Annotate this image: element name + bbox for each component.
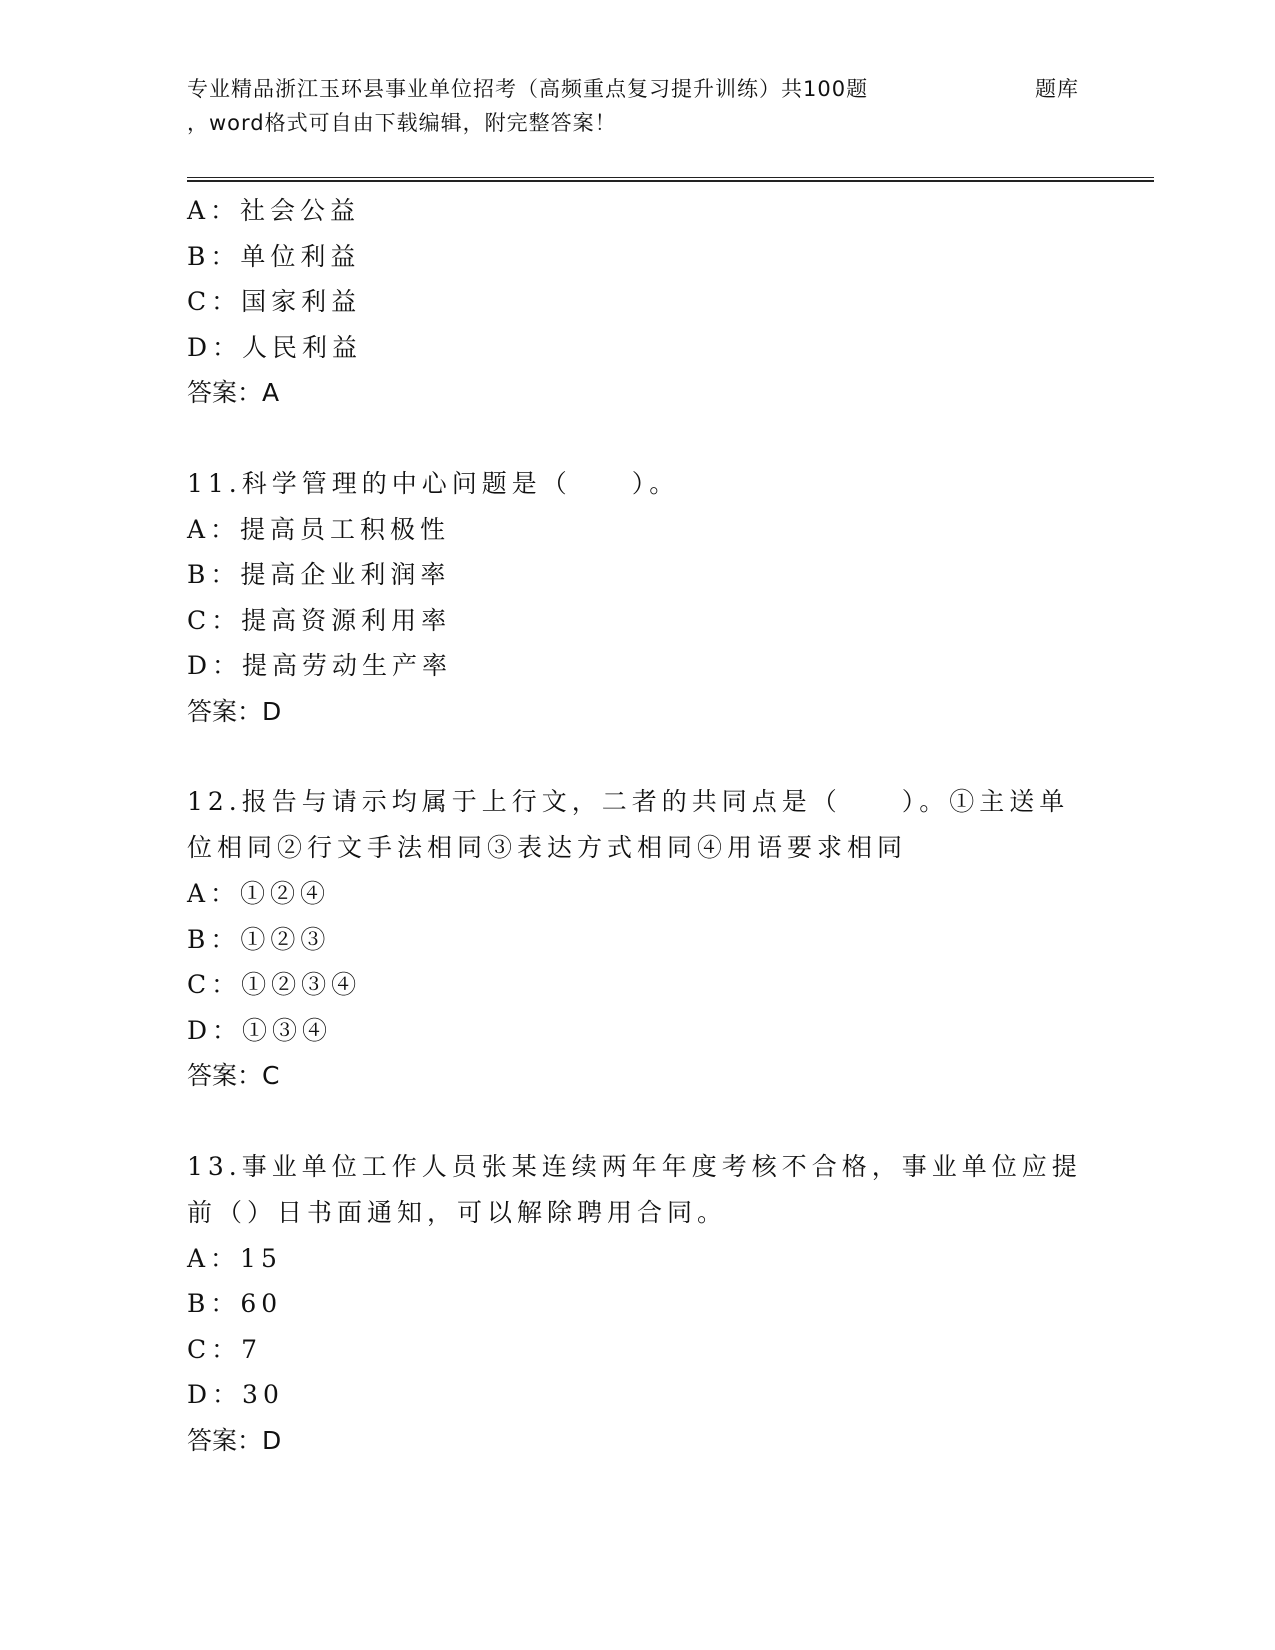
option-d: D：30 — [187, 1380, 284, 1409]
header-divider — [187, 177, 1154, 182]
header-line — [187, 72, 1087, 106]
answer: 答案：D — [187, 696, 282, 726]
header-title: 专业精品浙江玉环县事业单位招考（高频重点复习提升训练）共100题 — [187, 77, 869, 101]
option-a: A：①②④ — [187, 879, 331, 908]
option-c: C：①②③④ — [187, 970, 362, 999]
option-b: B：60 — [187, 1289, 283, 1318]
question-block — [187, 461, 1087, 735]
answer: 答案：D — [187, 1425, 282, 1455]
option-c: C：提高资源利用率 — [187, 605, 452, 635]
question-list — [187, 188, 1087, 1463]
question-block — [187, 1144, 1087, 1464]
option-b: B：提高企业利润率 — [187, 560, 451, 589]
header-tag: 题库 — [1035, 77, 1079, 101]
option-d: D：①③④ — [187, 1015, 333, 1045]
option-b: B：①②③ — [187, 924, 331, 954]
question-block — [187, 779, 1087, 1099]
option-d: D：提高劳动生产率 — [187, 651, 453, 680]
question-text: 12.报告与请示均属于上行文，二者的共同点是（ ）。①主送单位相同②行文手法相同③表达方式相同④用语要求相同 — [187, 787, 1070, 862]
option-c: C：7 — [187, 1334, 263, 1364]
option-d: D：人民利益 — [187, 332, 363, 362]
document-header — [187, 72, 1087, 140]
answer: 答案：C — [187, 1061, 280, 1090]
option-c: C：国家利益 — [187, 287, 362, 316]
option-a: A：社会公益 — [187, 196, 361, 225]
question-text: 13.事业单位工作人员张某连续两年年度考核不合格，事业单位应提前（）日书面通知，可以解除聘用合同。 — [187, 1151, 1082, 1227]
option-a: A：提高员工积极性 — [187, 514, 451, 544]
answer: 答案：A — [187, 378, 280, 407]
question-text: 11.科学管理的中心问题是（ ）。 — [187, 468, 680, 498]
header-subtitle: ，word格式可自由下载编辑，附完整答案！ — [187, 111, 617, 135]
option-a: A：15 — [187, 1243, 282, 1273]
option-b: B：单位利益 — [187, 241, 361, 271]
question-block — [187, 188, 1087, 416]
